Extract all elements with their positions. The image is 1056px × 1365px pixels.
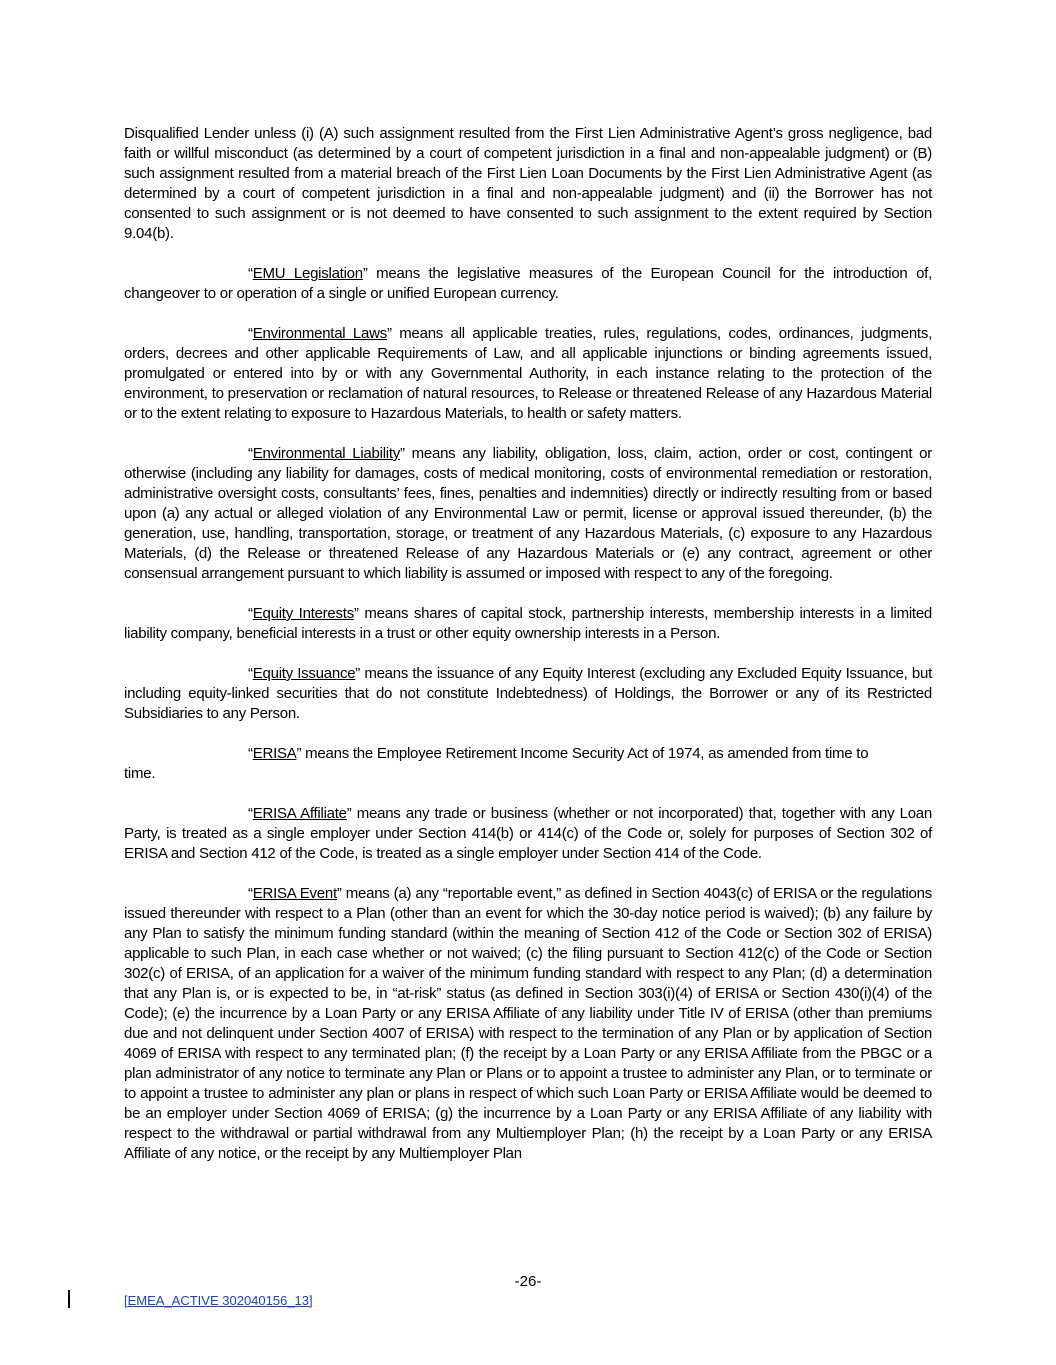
definition-erisa-event xyxy=(124,884,932,1164)
definition-text: ” means (a) any “reportable event,” as defined in Section 4043(c) of ERISA or the regulations issued thereunder with respect to a Plan (other than an event for which the 30-day notice period is waived); (b) any failure by any Plan to satisfy the minimum funding standard (within the meaning of Section 412 of the Code or Section 302 of ERISA) applicable to such Plan, in each case whether or not waived; (c) the filing pursuant to Section 412(c) of the Code or Section 302(c) of ERISA, of an application for a waiver of the minimum funding standard with respect to any Plan; (d) a determination that any Plan is, or is expected to be, in “at-risk” status (as defined in Section 303(i)(4) of ERISA or Section 430(i)(4) of the Code); (e) the incurrence by a Loan Party or any ERISA Affiliate of any liability under Title IV of ERISA (other than premiums due and not delinquent under Section 4007 of ERISA) with respect to the termination of any Plan or by application of Section 4069 of ERISA with respect to any terminated plan; (f) the receipt by a Loan Party or any ERISA Affiliate from the PBGC or a plan administrator of any notice to terminate any Plan or Plans or to appoint a trustee to administer any Plan, or to terminate or to appoint a trustee to administer any plan or plans in respect of which such Loan Party or ERISA Affiliate would be deemed to be an employer under Section 4069 of ERISA; (g) the incurrence by a Loan Party or any ERISA Affiliate of any liability with respect to the withdrawal or partial withdrawal from any Multiemployer Plan; (h) the receipt by a Loan Party or any ERISA Affiliate of any notice, or the receipt by any Multiemployer Plan xyxy=(124,885,932,1162)
definition-erisa-continuation: time. xyxy=(124,765,156,782)
open-quote: “ xyxy=(248,885,253,902)
defined-term: ERISA Event xyxy=(252,885,337,902)
definition-emu-legislation xyxy=(124,264,932,304)
definition-erisa xyxy=(124,744,932,784)
definition-text: ” means any liability, obligation, loss, claim, action, order or cost, contingent or otherwise (including any liability for damages, costs of medical monitoring, costs of environmental remediation or restoration, administrative oversight costs, consultants’ fees, fines, penalties and indemnities) directly or indirectly resulting from or based upon (a) any actual or alleged violation of any Environmental Law or permit, license or approval issued thereunder, (b) the generation, use, handling, transportation, storage, or treatment of any Hazardous Materials, (c) exposure to any Hazardous Materials, (d) the Release or threatened Release of any Hazardous Materials or (e) any contract, agreement or other consensual arrangement pursuant to which liability is assumed or imposed with respect to any of the foregoing. xyxy=(124,445,932,582)
defined-term: ERISA Affiliate xyxy=(252,805,347,822)
defined-term: EMU Legislation xyxy=(252,265,363,282)
definition-erisa-affiliate xyxy=(124,804,932,864)
definition-erisa-first-line xyxy=(124,744,932,764)
definition-environmental-liability xyxy=(124,444,932,584)
defined-term: ERISA xyxy=(252,745,297,762)
definition-text: ” means the legislative measures of the European Council for the introduction of, changeover to or operation of a single or unified European currency. xyxy=(124,265,932,302)
paragraph-disqualified-lender-continuation: Disqualified Lender unless (i) (A) such assignment resulted from the First Lien Administrative Agent’s gross negligence, bad faith or willful misconduct (as determined by a court of competent jurisdiction in a final and non-appealable judgment) or (B) such assignment resulted from a material breach of the First Lien Loan Documents by the First Lien Administrative Agent (as determined by a court of competent jurisdiction in a final and non-appealable judgment) and (ii) the Borrower has not consented to such assignment or is not deemed to have consented to such assignment to the extent required by Section 9.04(b). xyxy=(124,125,932,242)
definition-text: ” means shares of capital stock, partnership interests, membership interests in a limited liability company, beneficial interests in a trust or other equity ownership interests in a Person. xyxy=(124,605,933,642)
defined-term: Environmental Laws xyxy=(252,325,387,342)
open-quote: “ xyxy=(248,445,253,462)
definition-text: ” means the issuance of any Equity Interest (excluding any Excluded Equity Issuance, but including equity-linked securities that do not constitute Indebtedness) of Holdings, the Borrower or any of its Restricted Subsidiaries to any Person. xyxy=(124,665,932,722)
defined-term: Equity Issuance xyxy=(252,665,356,682)
page-number: -26- xyxy=(514,1273,542,1290)
definition-text: ” means any trade or business (whether or not incorporated) that, together with any Loan Party, is treated as a single employer under Section 414(b) or 414(c) of the Code or, solely for purposes of Section 302 of ERISA and Section 412 of the Code, is treated as a single employer under Section 414 of the Code. xyxy=(124,805,932,862)
open-quote: “ xyxy=(248,665,253,682)
open-quote: “ xyxy=(248,745,253,762)
definition-text: ” means the Employee Retirement Income Security Act of 1974, as amended from time to xyxy=(296,745,869,762)
definition-text: ” means all applicable treaties, rules, regulations, codes, ordinances, judgments, orders, decrees and other applicable Requirements of Law, and all applicable injunctions or binding agreements issued, promulgated or entered into by or with any Governmental Authority, in each instance relating to the protection of the environment, to preservation or reclamation of natural resources, to Release or threatened Release of any Hazardous Material or to the extent relating to exposure to Hazardous Materials, to health or safety matters. xyxy=(124,325,932,422)
open-quote: “ xyxy=(248,805,253,822)
definition-equity-issuance xyxy=(124,664,932,724)
defined-term: Environmental Liability xyxy=(252,445,401,462)
definition-environmental-laws xyxy=(124,324,932,424)
open-quote: “ xyxy=(248,605,253,622)
open-quote: “ xyxy=(248,325,253,342)
defined-term: Equity Interests xyxy=(252,605,354,622)
open-quote: “ xyxy=(248,265,253,282)
definition-equity-interests xyxy=(124,604,932,644)
document-id-link[interactable]: [EMEA_ACTIVE 302040156_13] xyxy=(124,1293,313,1308)
revision-change-bar xyxy=(68,1290,70,1308)
document-body xyxy=(124,124,932,1184)
